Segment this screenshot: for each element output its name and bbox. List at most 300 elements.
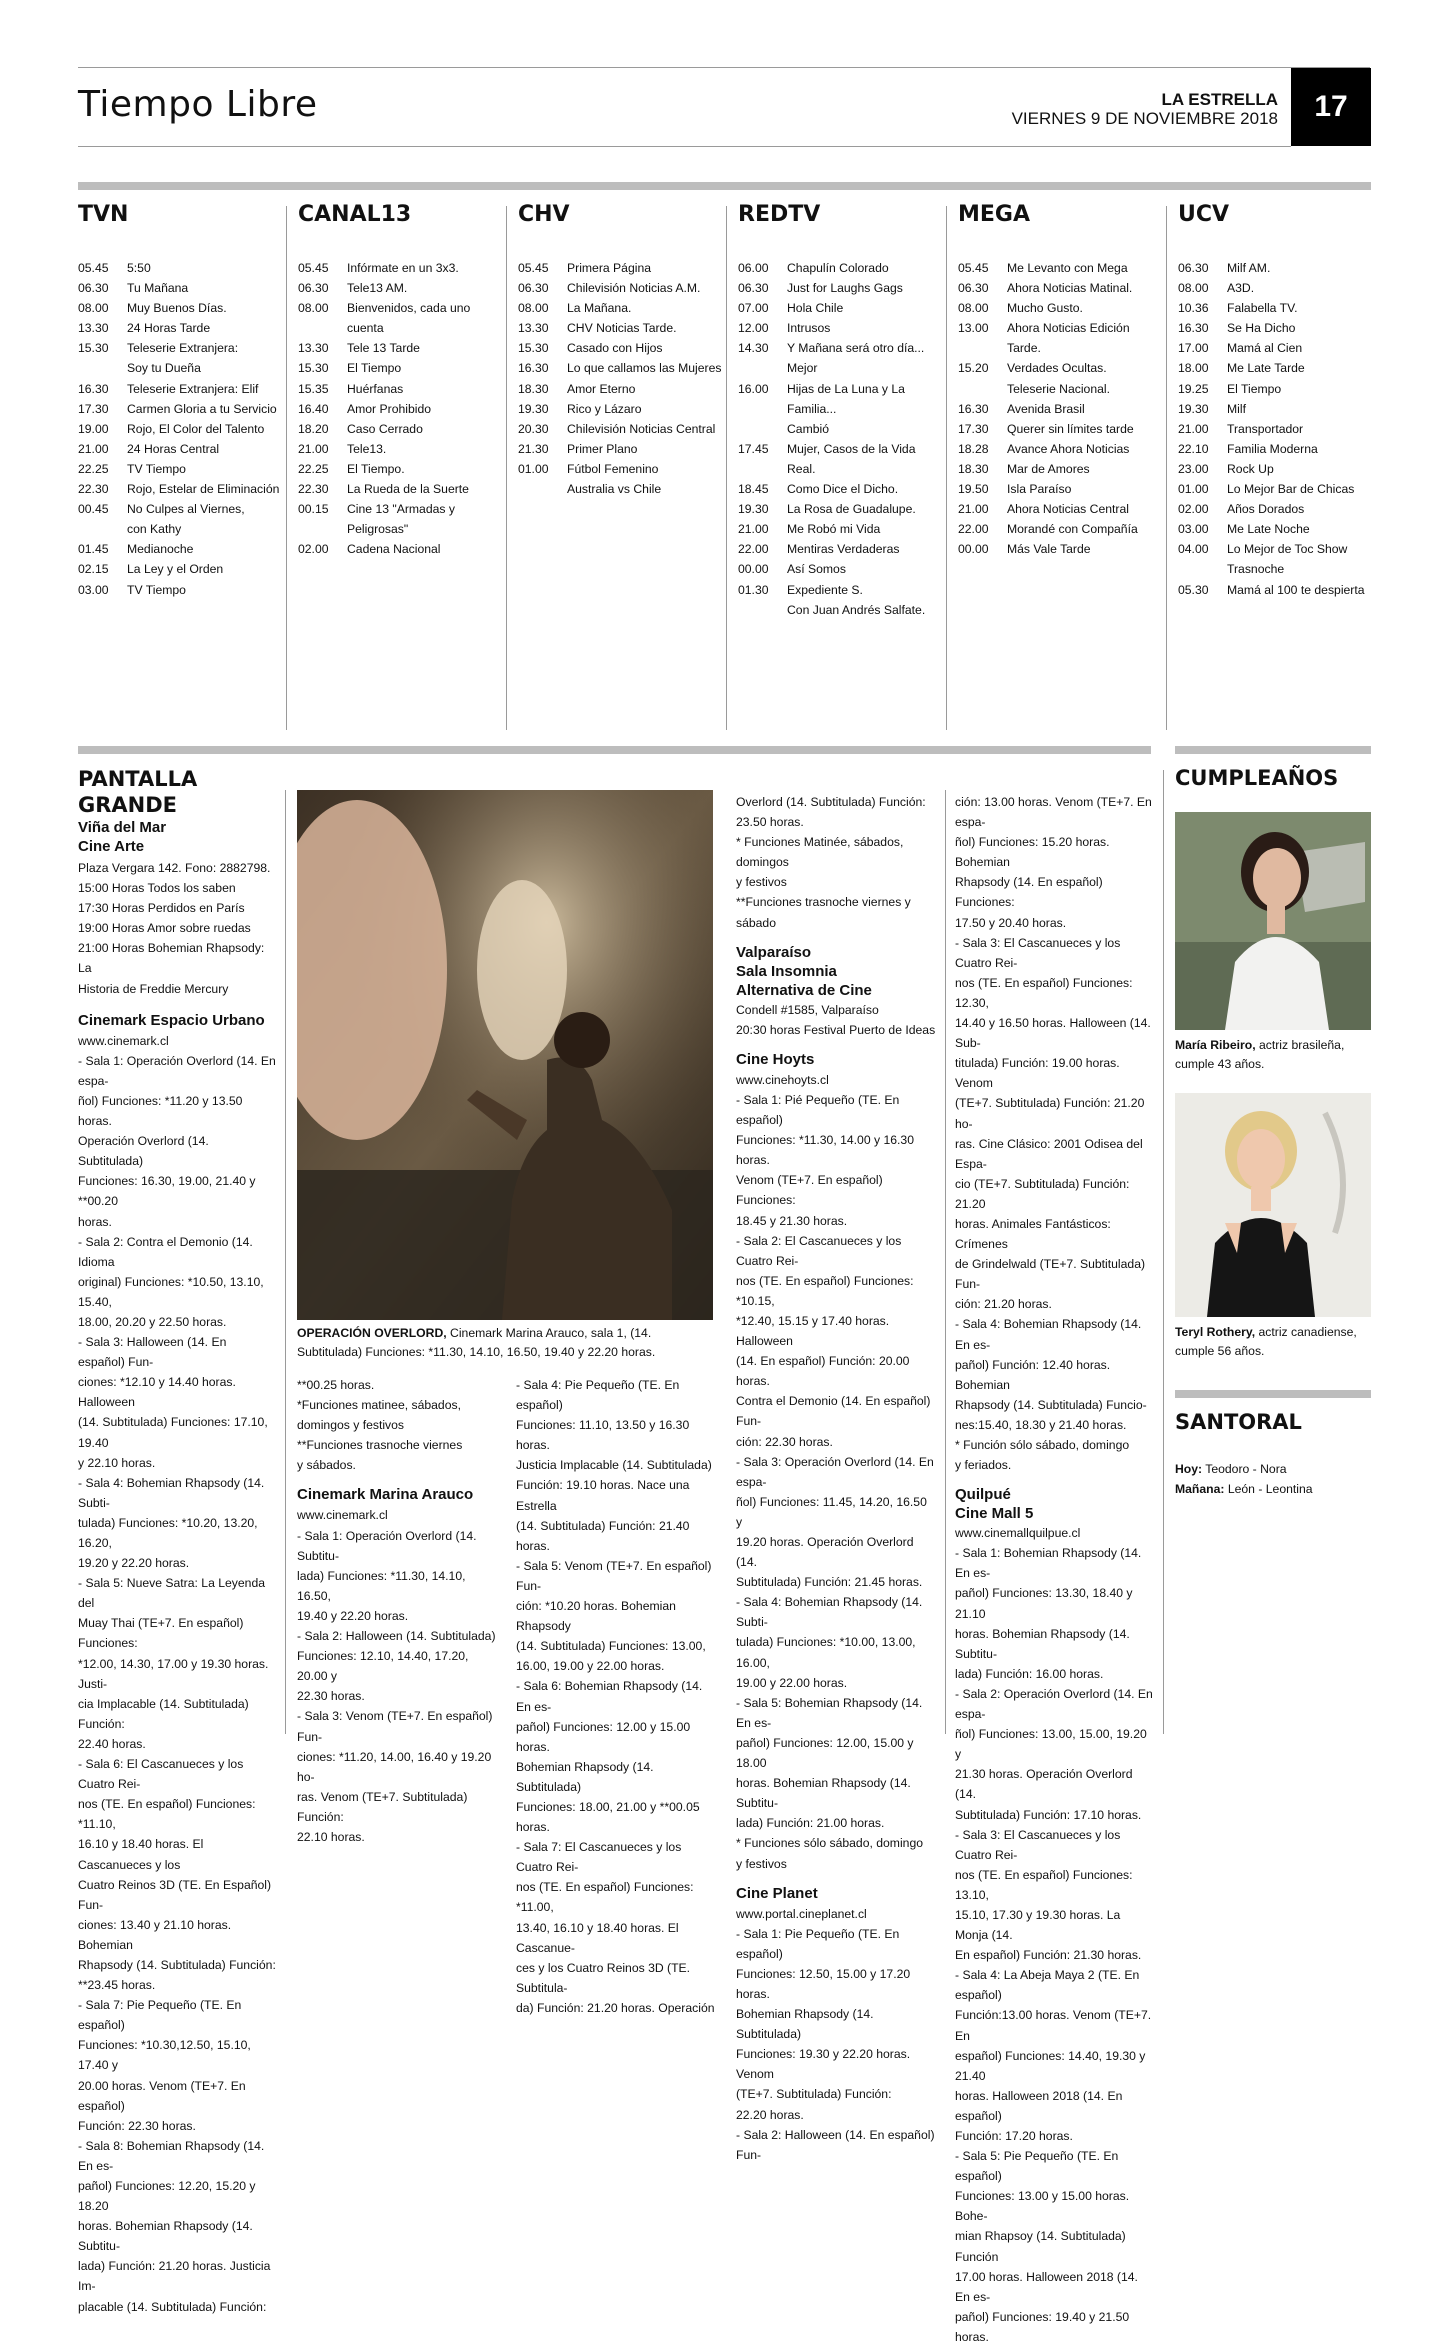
program-time: 16.30 <box>958 401 989 416</box>
program-time: 02.00 <box>298 542 329 557</box>
program-time <box>518 479 567 499</box>
program-time: 05.45 <box>78 261 109 275</box>
listing-line: Justicia Implacable (14. Subtitulada) <box>516 1458 712 1473</box>
listing-line: 14.40 y 16.50 horas. Halloween (14. Sub- <box>955 1016 1151 1051</box>
program-row <box>1178 298 1383 318</box>
listing-line: - Sala 5: Nueve Satra: La Leyenda del <box>78 1576 265 1611</box>
program-time: 19.30 <box>1178 401 1209 416</box>
program-time: 03.00 <box>1178 522 1209 537</box>
program-title: Rico y Lázaro <box>567 401 642 416</box>
birthday-photo-2 <box>1175 1093 1371 1317</box>
program-row <box>958 379 1163 399</box>
listing-line: nes:15.40, 18.30 y 21.40 horas. <box>955 1417 1127 1432</box>
listing-line: tulada) Funciones: *10.20, 13.20, 16.20, <box>78 1515 258 1550</box>
program-time: 13.30 <box>298 341 329 356</box>
program-row <box>518 379 723 399</box>
listing-line: 17.00 horas. Halloween 2018 (14. En es- <box>955 2269 1138 2304</box>
program-row <box>78 379 283 399</box>
listing-line: Plaza Vergara 142. Fono: 2882798. <box>78 861 271 875</box>
program-row <box>1178 318 1383 338</box>
program-row <box>518 459 723 479</box>
listing-line: 18.00, 20.20 y 22.50 horas. <box>78 1314 227 1329</box>
program-row <box>958 539 1163 559</box>
program-row <box>958 318 1163 358</box>
listing-line: 22.10 horas. <box>297 1829 365 1844</box>
listing-line: y sábados. <box>297 1458 356 1473</box>
program-time: 08.00 <box>78 301 109 316</box>
channel-column <box>958 202 1163 559</box>
channel-column <box>1178 202 1383 600</box>
listing-line: Muay Thai (TE+7. En español) Funciones: <box>78 1616 244 1651</box>
listing-line: **23.45 horas. <box>78 1978 156 1993</box>
listing-line: Subtitulada) Función: 17.10 horas. <box>955 1807 1142 1822</box>
program-time: 21.00 <box>738 522 769 537</box>
listing-line: - Sala 1: Pie Pequeño (TE. En español) <box>736 1926 900 1961</box>
listing-line: - Sala 7: El Cascanueces y los Cuatro Rei- <box>516 1840 682 1875</box>
program-time: 18.30 <box>518 381 549 396</box>
listing-line: 16.00, 19.00 y 22.00 horas. <box>516 1659 665 1674</box>
cinemark-ma-listing-cont <box>516 1375 716 2018</box>
listing-line: - Sala 4: Bohemian Rhapsody (14. Subti- <box>78 1475 265 1510</box>
listing-line: pañol) Funciones: 19.40 y 21.50 horas. <box>955 2309 1130 2344</box>
listing-line: ciones: *12.10 y 14.40 horas. Halloween <box>78 1375 236 1410</box>
program-title: No Culpes al Viernes, <box>127 502 245 517</box>
program-time: 07.00 <box>738 301 769 316</box>
cinema-name: Cine Hoyts <box>736 1050 815 1068</box>
program-row <box>738 580 943 600</box>
program-time: 06.30 <box>1178 261 1209 275</box>
program-time: 06.30 <box>78 281 109 296</box>
program-title: Me Levanto con Mega <box>1007 261 1128 275</box>
listing-line: www.cinehoyts.cl <box>736 1072 829 1087</box>
program-title: Hola Chile <box>787 301 844 316</box>
program-title: Amor Eterno <box>567 381 636 396</box>
program-time: 05.45 <box>298 261 329 275</box>
cine-arte-listing <box>78 858 276 999</box>
program-row <box>298 539 503 559</box>
program-title: 24 Horas Tarde <box>127 321 211 336</box>
program-row <box>78 419 283 439</box>
program-time: 18.30 <box>958 461 989 476</box>
listing-line: Bohemian Rhapsody (14. Subtitulada) <box>736 2007 874 2042</box>
column-separator <box>945 790 946 1734</box>
program-title: Ahora Noticias Edición Tarde. <box>1007 321 1130 356</box>
program-row <box>298 298 503 338</box>
listing-line: nos (TE. En español) Funciones: *10.15, <box>736 1273 914 1308</box>
program-time: 16.30 <box>1178 321 1209 336</box>
program-title: Hijas de La Luna y La Familia... <box>787 381 905 416</box>
program-title: Más Vale Tarde <box>1007 542 1091 557</box>
listing-line: * Función sólo sábado, domingo <box>955 1438 1130 1452</box>
program-title: Querer sin límites tarde <box>1007 421 1134 436</box>
program-row <box>78 358 283 378</box>
program-row <box>738 298 943 318</box>
program-time: 15.30 <box>78 341 109 356</box>
program-title: La Ley y el Orden <box>127 562 224 577</box>
program-time: 19.50 <box>958 482 989 497</box>
program-time: 08.00 <box>1178 281 1209 296</box>
program-title: Teleserie Extranjera: <box>127 341 239 356</box>
listing-line: - Sala 3: El Cascanueces y los Cuatro Rei- <box>955 1827 1121 1862</box>
program-time: 06.30 <box>298 281 329 296</box>
top-rule <box>78 67 1370 68</box>
channel-column <box>78 202 283 600</box>
program-title: Rock Up <box>1227 461 1274 476</box>
program-title: El Tiempo. <box>347 461 405 476</box>
program-row <box>518 338 723 358</box>
listing-line: lada) Función: 21.20 horas. Justicia Im- <box>78 2259 271 2294</box>
planet-listing <box>736 1904 936 2165</box>
listing-line: - Sala 4: Bohemian Rhapsody (14. Subti- <box>736 1595 923 1630</box>
program-title: Mucho Gusto. <box>1007 301 1083 316</box>
program-row <box>958 399 1163 419</box>
program-row <box>78 459 283 479</box>
channel-name: CANAL13 <box>298 202 412 227</box>
program-time: 16.30 <box>518 361 549 376</box>
program-row <box>958 459 1163 479</box>
program-row <box>298 499 503 519</box>
program-row <box>738 358 943 378</box>
program-title: Lo que callamos las Mujeres <box>567 361 722 376</box>
listing-line: 19.00 y 22.00 horas. <box>736 1675 848 1690</box>
santoral-section-bar <box>1175 1390 1371 1398</box>
page-number: 17 <box>1291 68 1371 146</box>
listing-line: ñol) Funciones: *11.20 y 13.50 horas. <box>78 1093 243 1129</box>
listing-line: original) Funciones: *10.50, 13.10, 15.40, <box>78 1274 264 1309</box>
listing-line: pañol) Funciones: 12.20, 15.20 y 18.20 <box>78 2179 256 2214</box>
listing-line: horas. Bohemian Rhapsody (14. Subtitu- <box>736 1776 911 1811</box>
listing-line: - Sala 4: Bohemian Rhapsody (14. En es- <box>955 1317 1142 1352</box>
santoral-tomorrow-label: Mañana: <box>1175 1482 1225 1496</box>
listing-line: tulada) Funciones: *10.00, 13.00, 16.00, <box>736 1635 916 1670</box>
listing-line: y 22.10 horas. <box>78 1455 156 1470</box>
listing-line: placable (14. Subtitulada) Función: <box>78 2299 267 2314</box>
birthday-caption-1 <box>1175 1036 1371 1074</box>
channel-name: UCV <box>1178 202 1230 227</box>
program-time: 18.45 <box>738 482 769 497</box>
program-row <box>1178 539 1383 559</box>
listing-line: Funciones: 16.30, 19.00, 21.40 y **00.20 <box>78 1174 256 1209</box>
santoral-list <box>1175 1459 1371 1499</box>
listing-line: da) Función: 21.20 horas. Operación <box>516 2000 715 2015</box>
program-time: 01.30 <box>738 582 769 597</box>
program-title: Mar de Amores <box>1007 461 1090 476</box>
listing-line: Bohemian Rhapsody (14. Subtitulada) <box>516 1759 654 1794</box>
program-title: Lo Mejor Bar de Chicas <box>1227 482 1355 497</box>
listing-line: 19.40 y 22.20 horas. <box>297 1608 409 1623</box>
program-title: Me Late Noche <box>1227 522 1310 537</box>
listing-line: - Sala 6: El Cascanueces y los Cuatro Rei- <box>78 1757 244 1792</box>
hoyts-listing <box>736 1070 936 1874</box>
insomnia-listing <box>736 1000 936 1040</box>
program-row <box>298 479 503 499</box>
program-title: Chilevisión Noticias Central <box>567 421 716 436</box>
listing-line: Funciones: 11.10, 13.50 y 16.30 horas. <box>516 1418 690 1453</box>
program-row <box>298 278 503 298</box>
listing-line: nos (TE. En español) Funciones: 12.30, <box>955 975 1133 1010</box>
listing-line: Contra el Demonio (14. En español) Fun- <box>736 1394 931 1429</box>
listing-line: Overlord (14. Subtitulada) Función: <box>736 795 926 809</box>
program-row <box>1178 419 1383 439</box>
listing-line: Subtitulada) Función: 21.45 horas. <box>736 1575 923 1590</box>
program-time: 22.30 <box>78 482 109 497</box>
program-title: Muy Buenos Días. <box>127 301 227 316</box>
program-time: 16.00 <box>738 381 769 396</box>
program-row <box>298 419 503 439</box>
listing-line: - Sala 1: Operación Overlord (14. En espa- <box>78 1053 276 1088</box>
program-title: Milf AM. <box>1227 261 1271 275</box>
listing-line: mian Rhapsoy (14. Subtitulada) Función <box>955 2229 1126 2264</box>
listing-line: En español) Función: 21.30 horas. <box>955 1948 1142 1963</box>
program-row <box>1178 580 1383 600</box>
program-time: 06.30 <box>518 281 549 296</box>
listing-line: - Sala 1: Operación Overlord (14. Subtitu- <box>297 1528 477 1563</box>
program-time <box>738 600 787 620</box>
section-title: Tiempo Libre <box>78 84 318 125</box>
program-title: Tu Mañana <box>127 281 189 296</box>
listing-line: Venom (TE+7. En español) Funciones: <box>736 1173 883 1208</box>
listing-line: - Sala 4: La Abeja Maya 2 (TE. En español) <box>955 1968 1140 2003</box>
program-row <box>298 459 503 479</box>
program-title: Just for Laughs Gags <box>787 281 903 296</box>
program-title: Me Robó mi Vida <box>787 522 881 537</box>
cinema-column-4 <box>736 792 936 2165</box>
listing-line: Funciones: 12.10, 14.40, 17.20, 20.00 y <box>297 1649 469 1684</box>
program-row <box>298 358 503 378</box>
program-time: 17.00 <box>1178 341 1209 356</box>
listing-line: cia Implacable (14. Subtitulada) Función: <box>78 1696 249 1731</box>
listing-line: ñol) Funciones: 13.00, 15.00, 19.20 y <box>955 1727 1147 1762</box>
program-title: Trasnoche <box>1227 562 1285 577</box>
program-time: 22.25 <box>78 461 109 476</box>
program-row <box>78 278 283 298</box>
listing-line: ciones: 13.40 y 21.10 horas. Bohemian <box>78 1917 232 1952</box>
listing-line: 17.50 y 20.40 horas. <box>955 915 1067 930</box>
channel-name: REDTV <box>738 202 821 227</box>
program-time: 21.00 <box>1178 421 1209 436</box>
program-row <box>78 559 283 579</box>
listing-line: (14. Subtitulada) Función: 21.40 horas. <box>516 1518 690 1553</box>
program-title: Intrusos <box>787 321 831 336</box>
program-time: 22.10 <box>1178 441 1209 456</box>
listing-line: Rhapsody (14. En español) Funciones: <box>955 875 1103 910</box>
program-title: Tele13. <box>347 441 387 456</box>
listing-line: - Sala 2: Operación Overlord (14. En espa- <box>955 1686 1153 1722</box>
program-title: Falabella TV. <box>1227 301 1298 316</box>
mall5-listing <box>955 1523 1155 2347</box>
listing-line: 21:00 Horas Bohemian Rhapsody: La <box>78 941 265 976</box>
program-title: Y Mañana será otro día... <box>787 341 925 356</box>
listing-line: nos (TE. En español) Funciones: *11.00, <box>516 1880 694 1915</box>
program-time: 12.00 <box>738 321 769 336</box>
channel-name: CHV <box>518 202 570 227</box>
program-title: Morandé con Compañía <box>1007 522 1138 537</box>
listing-line: - Sala 2: Contra el Demonio (14. Idioma <box>78 1234 253 1269</box>
listing-line: titulada) Función: 19.00 horas. Venom <box>955 1056 1120 1091</box>
program-time <box>958 379 1007 399</box>
program-time: 19.25 <box>1178 381 1209 396</box>
program-title: TV Tiempo <box>127 582 186 597</box>
program-title: Avenida Brasil <box>1007 401 1085 416</box>
program-title: Huérfanas <box>347 381 404 396</box>
program-row <box>78 318 283 338</box>
program-row <box>738 559 943 579</box>
program-row <box>958 519 1163 539</box>
program-title: El Tiempo <box>347 361 402 376</box>
person-name: Teryl Rothery, <box>1175 1325 1256 1339</box>
program-time: 03.00 <box>78 582 109 597</box>
program-title: Chapulín Colorado <box>787 261 889 275</box>
program-title: Amor Prohibido <box>347 401 431 416</box>
program-row <box>298 338 503 358</box>
program-time: 06.30 <box>958 281 989 296</box>
program-row <box>518 278 723 298</box>
program-title: Medianoche <box>127 542 194 557</box>
listing-line: 13.40, 16.10 y 18.40 horas. El Cascanue- <box>516 1920 679 1955</box>
birthday-photo-1 <box>1175 812 1371 1030</box>
listing-line: Función:13.00 horas. Venom (TE+7. En <box>955 2008 1152 2043</box>
listing-line: ñol) Funciones: 11.45, 14.20, 16.50 y <box>736 1494 927 1529</box>
program-title: Ahora Noticias Central <box>1007 502 1129 517</box>
program-title: Tele 13 Tarde <box>347 341 420 356</box>
program-row <box>518 318 723 338</box>
santoral-tomorrow: León - Leontina <box>1224 1482 1313 1496</box>
listing-line: *12.00, 14.30, 17.00 y 19.30 horas. Justi- <box>78 1656 269 1691</box>
listing-line: y festivos <box>736 875 787 890</box>
caption-movie-title: OPERACIÓN OVERLORD, <box>297 1326 447 1340</box>
listing-line: 15:00 Horas Todos los saben <box>78 881 236 896</box>
program-title: El Tiempo <box>1227 381 1282 396</box>
cinema-name: Cinemark Espacio Urbano <box>78 1011 265 1029</box>
program-title: Primer Plano <box>567 441 638 456</box>
listing-line: 21.30 horas. Operación Overlord (14. <box>955 1767 1133 1802</box>
listing-line: 16.10 y 18.40 horas. El Cascanueces y los <box>78 1837 204 1872</box>
cinema-name: Cinemark Marina Arauco <box>297 1486 474 1504</box>
listing-line: horas. Bohemian Rhapsody (14. Subtitu- <box>955 1626 1130 1661</box>
cinema-section-bar <box>78 746 1151 754</box>
program-row <box>78 499 283 519</box>
listing-line: ción: 22.30 horas. <box>736 1434 833 1449</box>
listing-line: Cuatro Reinos 3D (TE. En Español) Fun- <box>78 1877 272 1912</box>
program-title: Ahora Noticias Matinal. <box>1007 281 1133 296</box>
cinema-name: Cine Planet <box>736 1884 818 1902</box>
listing-line: Funciones: 18.00, 21.00 y **00.05 horas. <box>516 1799 700 1835</box>
person-age: cumple 43 años. <box>1175 1057 1265 1071</box>
listing-line: horas. Bohemian Rhapsody (14. Subtitu- <box>78 2219 253 2254</box>
listing-line: - Sala 2: El Cascanueces y los Cuatro Rei- <box>736 1233 902 1268</box>
newspaper-name: LA ESTRELLA <box>1161 90 1278 109</box>
program-time: 15.30 <box>298 361 329 376</box>
channel-separator <box>1166 206 1167 730</box>
listing-line: - Sala 3: Halloween (14. En español) Fun- <box>78 1335 227 1370</box>
program-row <box>738 278 943 298</box>
program-time: 02.00 <box>1178 502 1209 517</box>
listing-line: **Funciones trasnoche viernes y sábado <box>736 895 911 930</box>
program-time: 05.45 <box>518 261 549 275</box>
channel-name: TVN <box>78 202 129 227</box>
program-time: 08.00 <box>518 301 549 316</box>
program-row <box>518 399 723 419</box>
program-title: Soy tu Dueña <box>127 361 201 376</box>
program-time: 01.00 <box>1178 482 1209 497</box>
listing-line: ras. Cine Clásico: 2001 Odisea del Espa- <box>955 1136 1143 1171</box>
cinemark-ma-listing <box>297 1505 497 1847</box>
caption-text: Cinemark Marina Arauco, sala 1, (14. Subtitulada) Funciones: *11.30, 14.10, 16.50, 19.40 y 22.20 horas. <box>297 1326 656 1359</box>
program-time: 21.30 <box>518 441 549 456</box>
listing-line: Condell #1585, Valparaíso <box>736 1002 879 1017</box>
program-time: 08.00 <box>958 301 989 316</box>
cinema-title: PANTALLA GRANDE <box>78 767 198 817</box>
program-row <box>958 439 1163 459</box>
cinema-name: Cine Arte <box>78 838 145 855</box>
listing-line: Funciones: *10.30,12.50, 15.10, 17.40 y <box>78 2038 251 2073</box>
program-time: 00.45 <box>78 502 109 517</box>
program-title: Teleserie Extranjera: Elif <box>127 381 259 396</box>
listing-line: pañol) Funciones: 12.00 y 15.00 horas. <box>516 1719 691 1754</box>
program-title: La Mañana. <box>567 301 632 316</box>
listing-line: Operación Overlord (14. Subtitulada) <box>78 1134 209 1169</box>
cinema-name: Alternativa de Cine <box>736 981 872 999</box>
channel-column <box>298 202 503 559</box>
program-time: 20.30 <box>518 421 549 436</box>
birthday-caption-2 <box>1175 1323 1371 1361</box>
listing-line: pañol) Función: 12.40 horas. Bohemian <box>955 1357 1111 1392</box>
program-time: 18.20 <box>298 421 329 436</box>
program-time: 14.30 <box>738 341 769 356</box>
program-row <box>1178 559 1383 579</box>
listing-line: - Sala 7: Pie Pequeño (TE. En español) <box>78 1998 242 2033</box>
program-time: 15.30 <box>518 341 549 356</box>
listing-line: ciones: *11.20, 14.00, 16.40 y 19.20 ho- <box>297 1749 492 1784</box>
program-title: CHV Noticias Tarde. <box>567 321 677 336</box>
program-title: Cine 13 "Armadas y <box>347 502 455 517</box>
program-title: Fútbol Femenino <box>567 461 659 476</box>
program-time: 13.30 <box>518 321 549 336</box>
program-time: 21.00 <box>958 502 989 517</box>
program-row <box>738 439 943 479</box>
listing-line: ción: 21.20 horas. <box>955 1297 1052 1312</box>
movie-still-photo <box>297 790 713 1320</box>
cinema-column-3 <box>516 1375 716 2018</box>
program-row <box>738 519 943 539</box>
column-separator <box>1163 770 1164 1734</box>
program-title: Isla Paraíso <box>1007 482 1072 497</box>
program-row <box>958 258 1163 278</box>
program-title: Milf <box>1227 401 1246 416</box>
cinema-name: Sala Insomnia <box>736 962 837 980</box>
listing-line: Funciones: *11.30, 14.00 y 16.30 horas. <box>736 1133 914 1168</box>
listing-line: 20:30 horas Festival Puerto de Ideas <box>736 1022 936 1037</box>
program-time: 00.00 <box>958 542 989 557</box>
program-row <box>738 600 943 620</box>
program-time <box>78 519 127 539</box>
program-row <box>78 298 283 318</box>
listing-line: Funciones: 19.30 y 22.20 horas. Venom <box>736 2047 911 2082</box>
listing-line: - Sala 1: Pié Pequeño (TE. En español) <box>736 1092 900 1128</box>
program-time: 17.30 <box>78 401 109 416</box>
cinemark-ma-notes <box>736 792 936 933</box>
listing-line: español) Funciones: 14.40, 19.30 y 21.40 <box>955 2048 1146 2083</box>
program-row <box>78 580 283 600</box>
listing-line: *Funciones matinee, sábados, <box>297 1398 461 1413</box>
program-title: Me Late Tarde <box>1227 361 1305 376</box>
listing-line: Función: 22.30 horas. <box>78 2118 196 2133</box>
program-title: Casado con Hijos <box>567 341 663 356</box>
program-row <box>1178 358 1383 378</box>
program-row <box>78 479 283 499</box>
listing-line: lada) Función: 16.00 horas. <box>955 1666 1104 1681</box>
program-title: Caso Cerrado <box>347 421 423 436</box>
